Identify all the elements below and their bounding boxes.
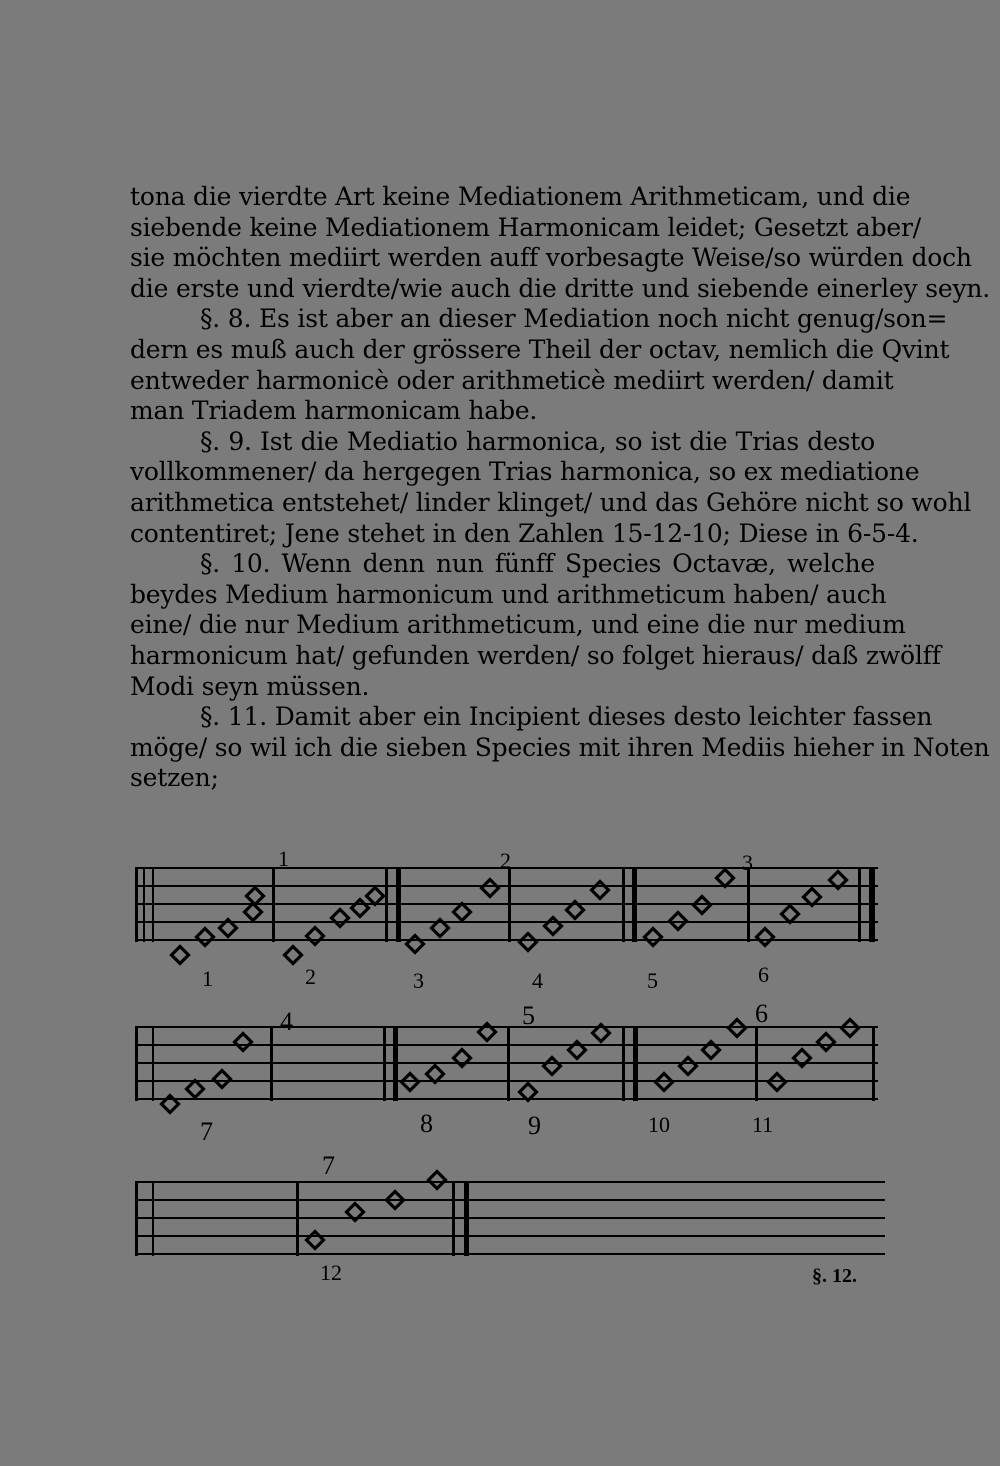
note-head: [592, 882, 609, 899]
catchword: §. 12.: [812, 1265, 857, 1287]
mode-number-7: 7: [200, 1117, 213, 1146]
text-line: entweder harmonicè oder arithmeticè mediirt werden/ damit: [130, 365, 894, 395]
bar-line: [385, 868, 388, 942]
note-head: [429, 1172, 446, 1189]
mode-number-12: 12: [320, 1260, 342, 1285]
note-head: [214, 1071, 231, 1088]
bar-line: [152, 1027, 154, 1101]
bar-line: [135, 1027, 138, 1101]
bar-line: [622, 868, 625, 942]
text-line: Modi seyn müssen.: [130, 671, 370, 701]
note-head: [482, 880, 499, 897]
note-head: [367, 888, 384, 905]
text-line: harmonicum hat/ gefunden werden/ so folget hieraus/ daß zwölff: [130, 640, 941, 670]
text-line: arithmetica entstehet/ linder klinget/ und das Gehöre nicht so wohl: [130, 487, 972, 517]
text-line: setzen;: [130, 763, 219, 793]
note-head: [245, 904, 262, 921]
bar-line: [272, 868, 275, 942]
text-line: man Triadem harmonicam habe.: [130, 396, 538, 426]
bar-line: [507, 1027, 510, 1101]
paragraph-8-start: §. 8. Es ist aber an dieser Mediation noch nicht genug/son=: [200, 304, 948, 334]
note-head: [235, 1034, 252, 1051]
note-head: [285, 947, 302, 964]
bar-line: [396, 868, 401, 942]
note-head: [197, 929, 214, 946]
species-number-7: 7: [322, 1151, 335, 1180]
bar-line: [858, 868, 861, 942]
mode-number-5: 5: [647, 968, 658, 993]
mode-number-9: 9: [528, 1111, 541, 1140]
text-line: dern es muß auch der grössere Theil der octav, nemlich die Qvint: [130, 334, 950, 364]
note-head: [520, 1084, 537, 1101]
mode-number-4: 4: [532, 968, 543, 993]
paragraph-9-start: §. 9. Ist die Mediatio harmonica, so ist die Trias desto: [200, 426, 875, 456]
bar-line: [632, 868, 637, 942]
bar-line: [747, 868, 750, 942]
bar-line: [383, 1027, 386, 1101]
mode-number-6: 6: [758, 962, 769, 987]
note-head: [520, 934, 537, 951]
mode-number-8: 8: [420, 1109, 433, 1138]
note-head: [187, 1081, 204, 1098]
note-head: [680, 1058, 697, 1075]
bar-line: [135, 868, 138, 942]
note-head: [407, 936, 424, 953]
bar-line: [152, 868, 154, 942]
bar-line: [869, 868, 875, 942]
mode-number-1: 1: [202, 966, 213, 991]
note-head: [804, 889, 821, 906]
bar-line: [270, 1027, 273, 1101]
note-head: [782, 906, 799, 923]
text-line: contentiret; Jene stehet in den Zahlen 15-12-10; Diese in 6-5-4.: [130, 518, 919, 548]
bar-line: [464, 1182, 469, 1256]
text-line: beydes Medium harmonicum und arithmeticum haben/ auch: [130, 579, 887, 609]
bar-line: [296, 1182, 299, 1256]
bar-line: [508, 868, 511, 942]
species-number-1: 1: [278, 846, 289, 871]
bar-line: [633, 1027, 638, 1101]
text-line: sie möchten mediirt werden auff vorbesagte Weise/so würden doch: [130, 243, 972, 273]
text-line: die erste und vierdte/wie auch die dritte und siebende einerley seyn.: [130, 273, 991, 303]
bar-line: [622, 1027, 625, 1101]
note-head: [307, 1232, 324, 1249]
bar-line: [393, 1027, 398, 1101]
text-line: möge/ so wil ich die sieben Species mit ihren Mediis hieher in Noten: [130, 732, 990, 762]
bar-line: [755, 1027, 758, 1101]
note-head: [717, 870, 734, 887]
note-head: [757, 929, 774, 946]
species-number-5: 5: [522, 1001, 535, 1030]
mode-number-2: 2: [305, 964, 316, 989]
note-head: [544, 1058, 561, 1075]
bar-line: [135, 1182, 138, 1256]
note-head: [818, 1034, 835, 1051]
note-head: [307, 928, 324, 945]
bar-line: [452, 1182, 455, 1256]
text-line: vollkommener/ da hergegen Trias harmonica, so ex mediatione: [130, 457, 920, 487]
note-head: [454, 904, 471, 921]
note-head: [172, 947, 189, 964]
mode-number-11: 11: [752, 1112, 774, 1137]
note-head: [427, 1066, 444, 1083]
text-line: tona die vierdte Art keine Mediationem Arithmeticam, und die: [130, 182, 911, 211]
text-line: siebende keine Mediationem Harmonicam leidet; Gesetzt aber/: [130, 212, 921, 242]
mode-number-3: 3: [413, 968, 424, 993]
text-line: eine/ die nur Medium arithmeticum, und eine die nur medium: [130, 610, 906, 640]
paragraph-10-start: §. 10. Wenn denn nun fünff Species Octavæ, welche: [200, 549, 875, 579]
species-number-2: 2: [500, 848, 511, 873]
note-head: [247, 888, 264, 905]
note-head: [545, 918, 562, 935]
species-number-6: 6: [755, 999, 768, 1028]
species-number-3: 3: [742, 850, 753, 875]
bar-line: [872, 1027, 875, 1101]
species-number-4: 4: [280, 1007, 293, 1036]
bar-line: [152, 1182, 154, 1256]
mode-number-10: 10: [648, 1112, 670, 1137]
paragraph-11-start: §. 11. Damit aber ein Incipient dieses desto leichter fassen: [200, 702, 933, 732]
note-head: [645, 929, 662, 946]
note-head: [332, 910, 349, 927]
bar-line: [143, 868, 145, 942]
note-head: [352, 900, 369, 917]
